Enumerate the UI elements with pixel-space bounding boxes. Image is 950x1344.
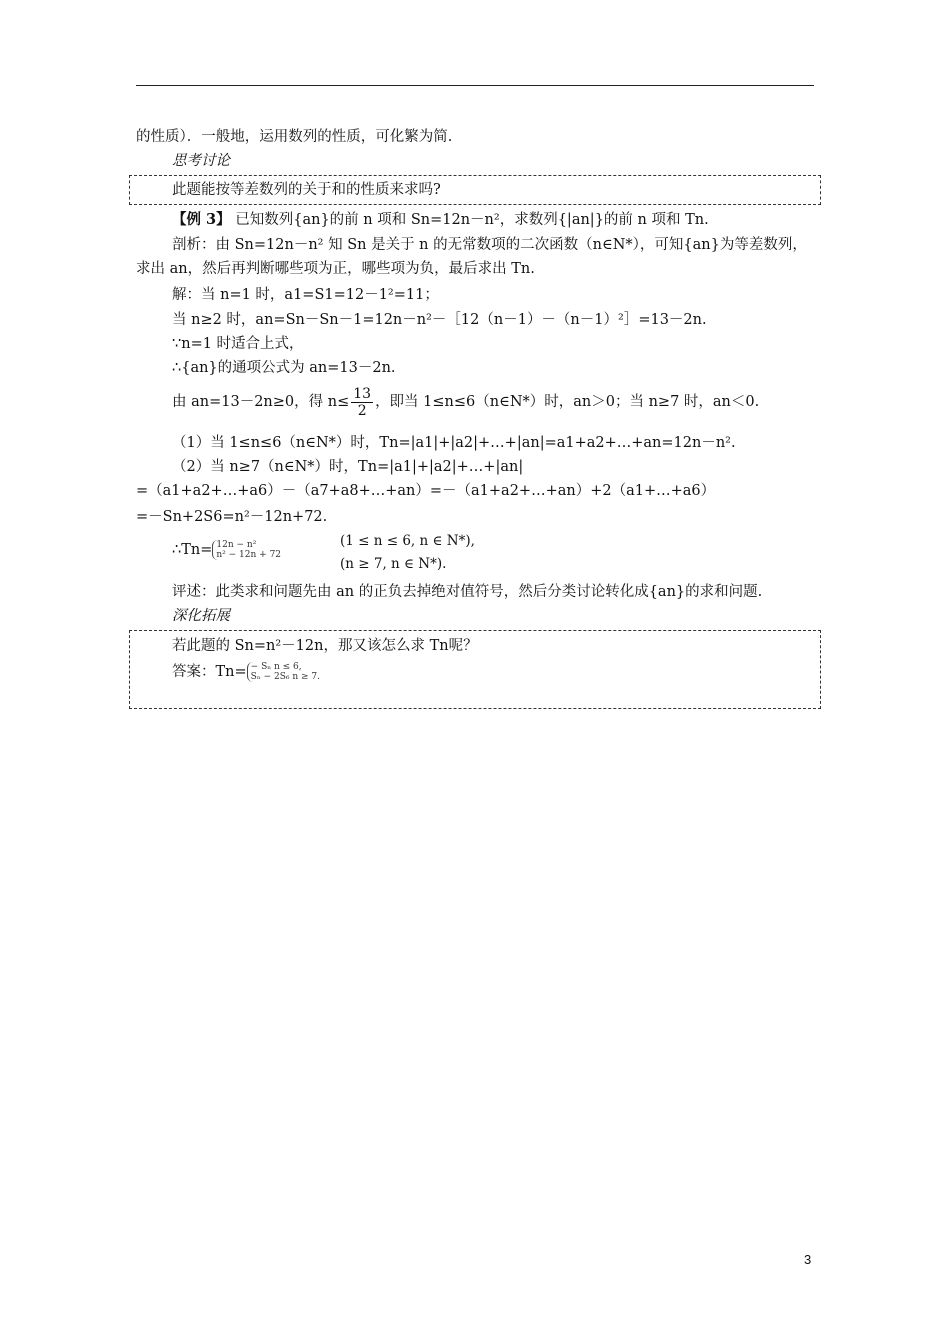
tn-condition-1: (1 ≤ n ≤ 6, n ∈ N*), bbox=[340, 533, 475, 549]
deep-question: 若此题的 Sn=n²－12n，那又该怎么求 Tn呢？ bbox=[172, 638, 478, 654]
answer-prefix: 答案：Tn= bbox=[172, 664, 247, 680]
case-2-step: =（a1+a2+…+a6）－（a7+a8+…+an）=－（a1+a2+…+an）+2（a1+…+a6） bbox=[136, 483, 716, 499]
answer-piecewise bbox=[247, 662, 320, 682]
tn-piece-1: 12n − n² bbox=[216, 540, 257, 550]
page-number: 3 bbox=[804, 1252, 812, 1267]
tn-formula bbox=[172, 540, 281, 560]
answer-piece-2: Sₙ − 2S₆ n ≥ 7. bbox=[250, 672, 320, 682]
text-line: 的性质）．一般地，运用数列的性质，可化繁为简. bbox=[136, 129, 453, 145]
solution-line-1: 解：当 n=1 时，a1=S1=12－1²=11； bbox=[172, 287, 439, 303]
solution-line-2: 当 n≥2 时，an=Sn－Sn－1=12n－n²－［12（n－1）－（n－1）²］=13－2n. bbox=[172, 312, 707, 328]
solution-line-5-start: 由 an=13－2n≥0，得 n≤ bbox=[172, 394, 350, 410]
answer-piece-1: − Sₙ n ≤ 6, bbox=[250, 662, 302, 672]
example-text: 已知数列{an}的前 n 项和 Sn=12n－n²，求数列{|an|}的前 n 项和 Tn. bbox=[235, 212, 709, 228]
case-2-result: =－Sn+2S6=n²－12n+72. bbox=[136, 509, 328, 525]
solution-line-5 bbox=[172, 384, 759, 420]
fraction bbox=[351, 386, 373, 419]
example-line bbox=[172, 210, 709, 230]
comment: 评述：此类求和问题先由 an 的正负去掉绝对值符号，然后分类讨论转化成{an}的求和问题. bbox=[172, 584, 763, 600]
fraction-denominator: 2 bbox=[357, 402, 367, 419]
tn-prefix: ∴Tn= bbox=[172, 542, 213, 558]
case-1: （1）当 1≤n≤6（n∈N*）时，Tn=|a1|+|a2|+…+|an|=a1+a2+…+an=12n－n². bbox=[172, 435, 736, 451]
tn-condition-2: (n ≥ 7, n ∈ N*). bbox=[340, 556, 447, 572]
header-rule bbox=[136, 85, 814, 86]
section-heading-think: 思考讨论 bbox=[172, 153, 230, 169]
tn-piece-2: n² − 12n + 72 bbox=[216, 550, 282, 560]
tn-piecewise bbox=[212, 540, 281, 560]
fraction-numerator: 13 bbox=[353, 385, 372, 402]
analysis-line-2: 求出 an，然后再判断哪些项为正，哪些项为负，最后求出 Tn. bbox=[136, 261, 535, 277]
example-label: 【例 3】 bbox=[172, 211, 231, 228]
section-heading-deep: 深化拓展 bbox=[172, 608, 230, 624]
case-2: （2）当 n≥7（n∈N*）时，Tn=|a1|+|a2|+…+|an| bbox=[172, 459, 524, 475]
solution-line-3: ∵n=1 时适合上式， bbox=[172, 336, 304, 352]
analysis-line-1: 剖析：由 Sn=12n－n² 知 Sn 是关于 n 的无常数项的二次函数（n∈N*），可知{an}为等差数列， bbox=[172, 237, 807, 253]
solution-line-4: ∴{an}的通项公式为 an=13－2n. bbox=[172, 360, 396, 376]
think-question: 此题能按等差数列的关于和的性质来求吗? bbox=[172, 182, 441, 198]
answer bbox=[172, 662, 320, 682]
solution-line-5-end: ，即当 1≤n≤6（n∈N*）时，an＞0；当 n≥7 时，an＜0. bbox=[375, 394, 760, 410]
